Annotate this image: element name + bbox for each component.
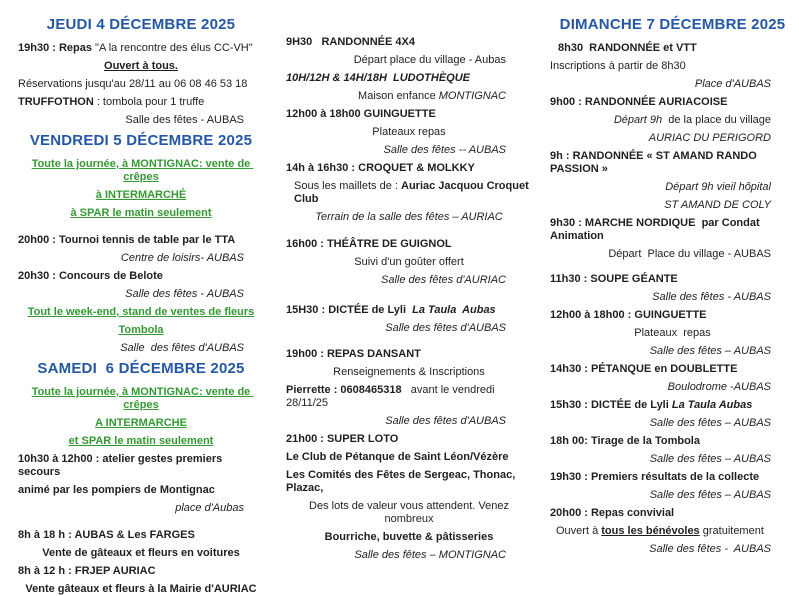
schedule-line bbox=[550, 248, 795, 261]
text-segment: Salle des fêtes – AUBAS bbox=[649, 345, 771, 357]
schedule-line bbox=[18, 288, 264, 301]
schedule-line bbox=[550, 60, 795, 73]
schedule-line bbox=[286, 348, 532, 361]
schedule-line bbox=[286, 211, 532, 224]
schedule-line bbox=[286, 256, 532, 269]
schedule-line bbox=[550, 381, 795, 394]
text-segment: tous les bénévoles bbox=[601, 525, 700, 537]
text-segment: 8h à 18 h : AUBAS & Les FARGES bbox=[18, 529, 195, 541]
schedule-line bbox=[18, 234, 264, 247]
text-segment: Ouvert à tous. bbox=[104, 60, 178, 72]
text-segment: 8h à 12 h : FRJEP AURIAC bbox=[18, 565, 156, 577]
schedule-line bbox=[286, 274, 532, 287]
schedule-line bbox=[550, 327, 795, 340]
notice-line bbox=[18, 189, 264, 202]
schedule-line bbox=[18, 252, 264, 265]
text-segment: Salle des fêtes d'AURIAC bbox=[381, 274, 506, 286]
notice-line bbox=[18, 158, 264, 184]
text-segment: Salle des fêtes d'AUBAS bbox=[385, 415, 506, 427]
text-segment: 15H30 : DICTÉE de Lyli bbox=[286, 304, 413, 316]
text-segment: de la place du village bbox=[662, 114, 771, 126]
schedule-line bbox=[550, 453, 795, 466]
text-segment: Plateaux repas bbox=[634, 327, 711, 339]
schedule-line bbox=[550, 399, 795, 412]
day-heading bbox=[18, 360, 264, 377]
text-segment: Vente de gâteaux et fleurs en voitures bbox=[42, 547, 240, 559]
text-segment: Place d'AUBAS bbox=[694, 78, 771, 90]
schedule-line bbox=[286, 531, 532, 544]
schedule-line bbox=[550, 363, 795, 376]
text-segment: Salle des fêtes -- AUBAS bbox=[383, 144, 506, 156]
notice-line bbox=[18, 417, 264, 430]
text-segment: Salle des fêtes d'AUBAS bbox=[120, 342, 244, 354]
schedule-line bbox=[286, 415, 532, 428]
text-segment: Salle des fêtes – AUBAS bbox=[649, 417, 771, 429]
text-segment: Départ place du village - Aubas bbox=[353, 54, 506, 66]
text-segment: Réservations jusqu'au 28/11 au 06 08 46 53 18 bbox=[18, 78, 248, 90]
text-segment: 9h : RANDONNÉE « ST AMAND RANDO PASSION » bbox=[550, 150, 760, 175]
text-segment: 15h30 : DICTÉE de Lyli bbox=[550, 399, 672, 411]
text-segment: Salle des fêtes - AUBAS bbox=[652, 291, 771, 303]
text-segment: Centre de loisirs- AUBAS bbox=[120, 252, 244, 264]
notice-line bbox=[18, 386, 264, 412]
text-segment: Boulodrome -AUBAS bbox=[667, 381, 771, 393]
text-segment: 18h 00: Tirage de la Tombola bbox=[550, 435, 700, 447]
schedule-line bbox=[550, 345, 795, 358]
text-segment: La Taula Aubas bbox=[671, 399, 753, 411]
schedule-line bbox=[286, 90, 532, 103]
text-segment: Toute la journée, à MONTIGNAC: vente de crêpes bbox=[31, 386, 254, 411]
schedule-line bbox=[18, 114, 264, 127]
text-segment: 10H/12H & 14H/18H LUDOTHÈQUE bbox=[286, 72, 470, 84]
day-heading bbox=[550, 16, 795, 33]
schedule-line bbox=[550, 273, 795, 286]
text-segment: avant le vendredi 28/11/25 bbox=[286, 384, 498, 409]
text-segment: VENDREDI 5 DÉCEMBRE 2025 bbox=[29, 132, 253, 149]
text-segment: 20h00 : Tournoi tennis de table par le TTA bbox=[18, 234, 236, 246]
schedule-line bbox=[18, 547, 264, 560]
text-segment: place d'Aubas bbox=[175, 502, 244, 514]
text-segment: 9h00 : RANDONNÉE AURIACOISE bbox=[550, 96, 728, 108]
text-segment: 10h30 à 12h00 : atelier gestes premiers secours bbox=[18, 453, 226, 478]
text-segment: : tombola pour 1 truffe bbox=[93, 96, 205, 108]
text-segment: Ouvert à bbox=[556, 525, 602, 537]
text-segment: Salle des fêtes - AUBAS bbox=[649, 543, 771, 555]
text-segment: 19h00 : REPAS DANSANT bbox=[286, 348, 421, 360]
text-segment: Plateaux repas bbox=[372, 126, 446, 138]
schedule-line bbox=[286, 433, 532, 446]
text-segment: "A la rencontre des élus CC-VH" bbox=[95, 42, 253, 54]
schedule-line bbox=[18, 453, 264, 479]
text-segment: Le Club de Pétanque de Saint Léon/Vézère bbox=[286, 451, 509, 463]
schedule-line bbox=[550, 417, 795, 430]
text-segment: Tout le week-end, stand de ventes de fleurs bbox=[27, 306, 255, 318]
notice-line bbox=[18, 306, 264, 319]
schedule-line bbox=[550, 150, 795, 176]
text-segment: Départ Place du village - AUBAS bbox=[608, 248, 771, 260]
schedule-line bbox=[286, 469, 532, 495]
text-segment: à INTERMARCHÉ bbox=[95, 189, 187, 201]
text-segment: 20h30 : Concours de Belote bbox=[18, 270, 163, 282]
text-segment: Toute la journée, à MONTIGNAC: vente de crêpes bbox=[31, 158, 254, 183]
text-segment: Suivi d'un goûter offert bbox=[354, 256, 464, 268]
text-segment: 19h30 : Premiers résultats de la collecte bbox=[550, 471, 760, 483]
notice-line bbox=[18, 207, 264, 220]
schedule-line bbox=[286, 36, 532, 49]
text-segment: MONTIGNAC bbox=[438, 90, 506, 102]
schedule-line bbox=[18, 60, 264, 73]
text-segment: 20h00 : Repas convivial bbox=[550, 507, 675, 519]
schedule-line bbox=[550, 489, 795, 502]
schedule-line bbox=[18, 583, 264, 596]
schedule-line bbox=[550, 309, 795, 322]
schedule-line bbox=[550, 217, 795, 243]
schedule-line bbox=[286, 451, 532, 464]
text-segment: animé par les pompiers de Montignac bbox=[18, 484, 215, 496]
text-segment: TRUFFOTHON bbox=[18, 96, 94, 108]
schedule-line bbox=[550, 507, 795, 520]
schedule-line bbox=[286, 126, 532, 139]
schedule-line bbox=[550, 132, 795, 145]
schedule-line bbox=[550, 181, 795, 194]
schedule-line bbox=[550, 96, 795, 109]
schedule-line bbox=[18, 78, 264, 91]
schedule-line bbox=[286, 72, 532, 85]
text-segment: 19h30 : Repas bbox=[18, 42, 96, 54]
day-heading bbox=[18, 16, 264, 33]
text-segment: à SPAR le matin seulement bbox=[70, 207, 212, 219]
text-segment: gratuitement bbox=[699, 525, 764, 537]
text-segment: 16h00 : THÉÂTRE DE GUIGNOL bbox=[286, 238, 452, 250]
schedule-line bbox=[286, 322, 532, 335]
notice-line bbox=[18, 435, 264, 448]
schedule-line bbox=[18, 484, 264, 497]
text-segment: 14h30 : PÉTANQUE en DOUBLETTE bbox=[550, 363, 738, 375]
text-segment: Terrain de la salle des fêtes – AURIAC bbox=[315, 211, 503, 223]
schedule-line bbox=[18, 96, 264, 109]
schedule-line bbox=[550, 543, 795, 556]
text-segment: Tombola bbox=[118, 324, 164, 336]
text-segment: 9h30 : MARCHE NORDIQUE par Condat Animation bbox=[550, 217, 763, 242]
text-segment: Salle des fêtes d'AUBAS bbox=[385, 322, 506, 334]
schedule-line bbox=[18, 565, 264, 578]
schedule-line bbox=[550, 435, 795, 448]
notice-line bbox=[18, 324, 264, 337]
text-segment: A INTERMARCHE bbox=[95, 417, 187, 429]
schedule-line bbox=[18, 42, 264, 55]
text-segment: Départ 9h vieil hôpital bbox=[665, 181, 771, 193]
text-segment: Salle des fêtes - AUBAS bbox=[125, 288, 244, 300]
schedule-line bbox=[286, 366, 532, 379]
schedule-line bbox=[286, 54, 532, 67]
text-segment: 21h00 : SUPER LOTO bbox=[286, 433, 399, 445]
text-segment: 14h à 16h30 : CROQUET & MOLKKY bbox=[286, 162, 475, 174]
text-segment: 9H30 RANDONNÉE 4X4 bbox=[286, 36, 415, 48]
text-segment: JEUDI 4 DÉCEMBRE 2025 bbox=[46, 16, 236, 33]
column-thursday-friday-saturday bbox=[0, 0, 270, 595]
schedule-line bbox=[286, 108, 532, 121]
text-segment: SAMEDI 6 DÉCEMBRE 2025 bbox=[37, 360, 245, 377]
schedule-line bbox=[286, 144, 532, 157]
text-segment: et SPAR le matin seulement bbox=[68, 435, 214, 447]
schedule-line bbox=[18, 270, 264, 283]
schedule-line bbox=[18, 342, 264, 355]
schedule-line bbox=[294, 180, 532, 206]
text-segment: Maison enfance bbox=[358, 90, 439, 102]
text-segment: 12h00 à 18h00 : GUINGUETTE bbox=[550, 309, 707, 321]
schedule-line bbox=[558, 42, 795, 55]
text-segment: DIMANCHE 7 DÉCEMBRE 2025 bbox=[559, 16, 786, 33]
schedule-line bbox=[550, 78, 795, 91]
text-segment: Départ 9h bbox=[613, 114, 663, 126]
schedule-line bbox=[286, 500, 532, 526]
schedule-line bbox=[286, 304, 532, 317]
text-segment: 8h30 RANDONNÉE et VTT bbox=[558, 42, 697, 54]
text-segment: Auriac Jacquou Croquet Club bbox=[294, 180, 532, 205]
schedule-line bbox=[18, 529, 264, 542]
text-segment: La Taula Aubas bbox=[412, 304, 496, 316]
text-segment: Salle des fêtes - AUBAS bbox=[125, 114, 244, 126]
schedule-line bbox=[286, 162, 532, 175]
text-segment: Pierrette : 0608465318 bbox=[286, 384, 402, 396]
text-segment: Salle des fêtes – AUBAS bbox=[649, 453, 771, 465]
text-segment: ST AMAND DE COLY bbox=[664, 199, 771, 211]
schedule-line bbox=[286, 549, 532, 562]
text-segment: Bourriche, buvette & pâtisseries bbox=[324, 531, 494, 543]
text-segment: 11h30 : SOUPE GÉANTE bbox=[550, 273, 678, 285]
schedule-line bbox=[286, 238, 532, 251]
text-segment: Sous les maillets de : bbox=[294, 180, 401, 192]
column-sunday bbox=[536, 0, 799, 565]
text-segment: Vente gâteaux et fleurs à la Mairie d'AURIAC bbox=[25, 583, 257, 595]
text-segment: Inscriptions à partir de 8h30 bbox=[550, 60, 686, 72]
text-segment: 12h00 à 18h00 GUINGUETTE bbox=[286, 108, 436, 120]
schedule-line bbox=[550, 199, 795, 212]
schedule-line bbox=[550, 291, 795, 304]
text-segment: Des lots de valeur vous attendent. Venez nombreux bbox=[309, 500, 513, 525]
schedule-line bbox=[286, 384, 532, 410]
text-segment: AURIAC DU PERIGORD bbox=[648, 132, 771, 144]
schedule-line bbox=[556, 525, 795, 538]
schedule-line bbox=[550, 114, 795, 127]
schedule-line bbox=[550, 471, 795, 484]
text-segment: Salle des fêtes – AUBAS bbox=[649, 489, 771, 501]
text-segment: Renseignements & Inscriptions bbox=[333, 366, 485, 378]
text-segment: Les Comités des Fêtes de Sergeac, Thonac, Plazac, bbox=[286, 469, 519, 494]
column-saturday-program bbox=[270, 0, 536, 565]
day-heading bbox=[18, 132, 264, 149]
text-segment: Salle des fêtes – MONTIGNAC bbox=[354, 549, 506, 561]
schedule-line bbox=[18, 502, 264, 515]
